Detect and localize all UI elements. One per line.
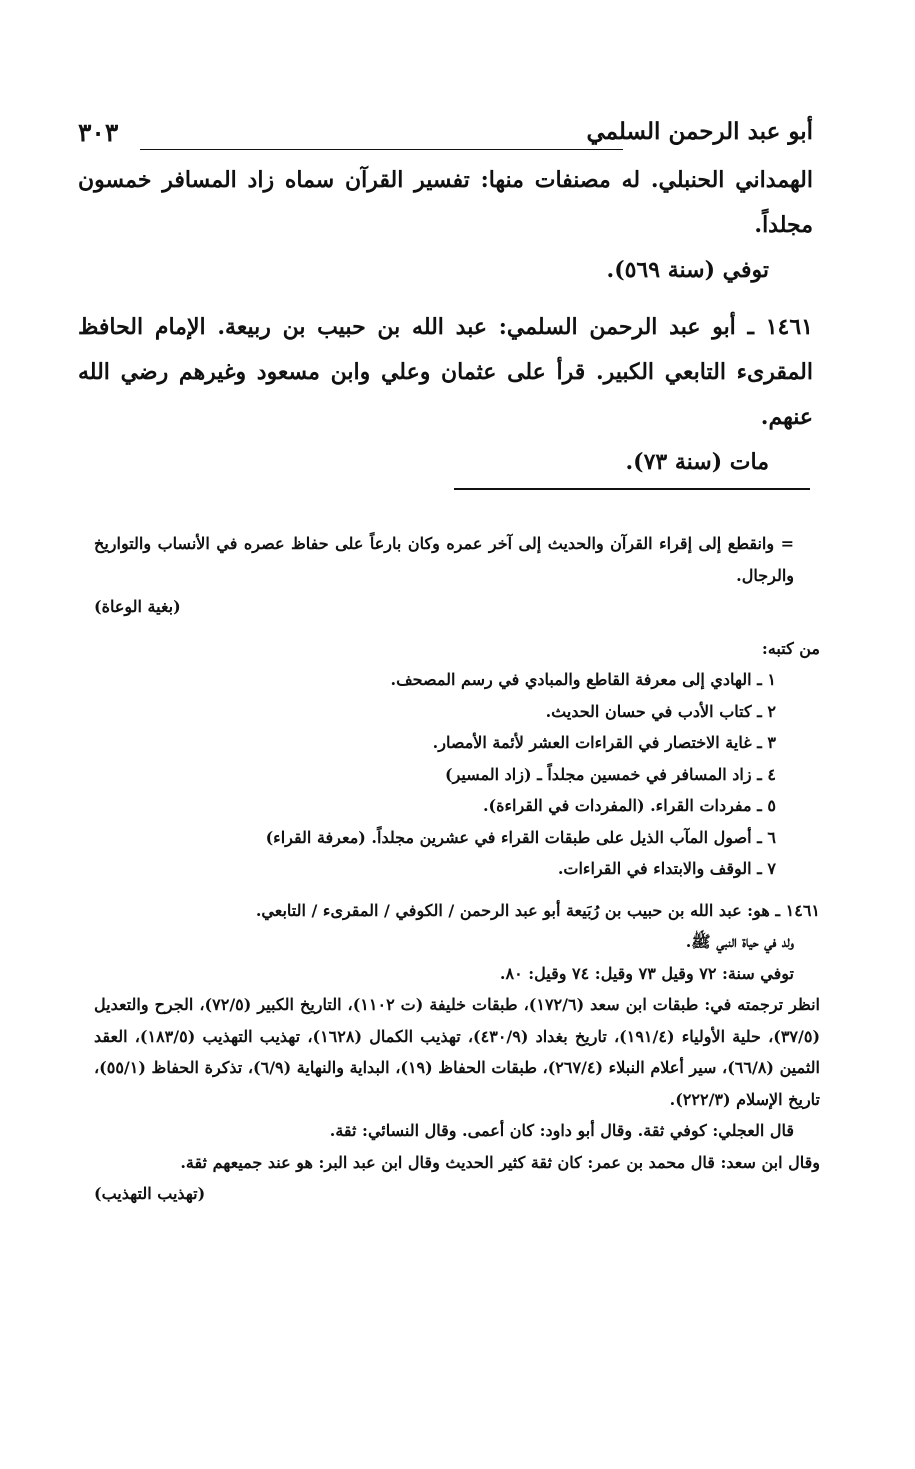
list-item: ٣ ـ غاية الاختصار في القراءات العشر لأئمة الأمصار. xyxy=(432,733,776,752)
running-header xyxy=(78,118,813,158)
list-item: ٧ ـ الوقف والابتداء في القراءات. xyxy=(557,859,776,878)
list-item: ٢ ـ كتاب الأدب في حسان الحديث. xyxy=(545,701,776,721)
footnotes xyxy=(94,528,820,1210)
quote-line: قال العجلي: كوفي ثقة. وقال أبو داود: كان أعمى. وقال النسائي: ثقة. xyxy=(329,1121,794,1140)
paragraph: الهمداني الحنبلي. له مصنفات منها: تفسير القرآن سماه زاد المسافر خمسون مجلداً. xyxy=(78,167,813,238)
source-reference: (بغية الوعاة) xyxy=(94,597,181,616)
biography-entry xyxy=(78,305,813,440)
entry-heading: ١٤٦١ ـ أبو عبد الرحمن السلمي: xyxy=(498,314,813,340)
list-item: ٦ ـ أصول المآب الذيل على طبقات القراء في عشرين مجلداً. (معرفة القراء) xyxy=(265,827,776,847)
page-number: ٣٠٣ xyxy=(78,118,119,147)
running-title: أبو عبد الرحمن السلمي xyxy=(586,118,813,145)
sources-paragraph: انظر ترجمته في: طبقات ابن سعد (١٧٢/٦)، طبقات خليفة (ت ١١٠٢)، التاريخ الكبير (٧٢/٥)، الجرح والتعديل (٣٧/٥)، حلية الأولياء (١٩١/٤)، تاريخ بغداد (٤٣٠/٩)، تهذيب الكمال (١٦٢٨)، تهذيب التهذيب (١٨٣/٥)، العقد الثمين (٦٦/٨)، سير أعلام النبلاء (٢٦٧/٤)، طبقات الحفاظ (١٩)، البداية والنهاية (٦/٩)، تذكرة الحفاظ (٥٥/١)، تاريخ الإسلام (٢٢٢/٣). xyxy=(94,995,821,1109)
death-line: توفي سنة: ٧٢ وقيل ٧٣ وقيل: ٧٤ وقيل: ٨٠. xyxy=(499,963,794,983)
list-item: ١ ـ الهادي إلى معرفة القاطع والمبادي في رسم المصحف. xyxy=(390,670,776,689)
header-rule xyxy=(140,149,623,150)
footnote-1461: ١٤٦١ ـ هو: عبد الله بن حبيب بن رُبَيعة أبو عبد الرحمن / الكوفي / المقرىء / التابعي. xyxy=(255,900,820,920)
list-item: ٤ ـ زاد المسافر في خمسين مجلداً ـ (زاد المسير) xyxy=(445,764,776,784)
birth-line: ولد في حياة النبي ﷺ. xyxy=(685,932,794,951)
source-reference: (تهذيب التهذيب) xyxy=(94,1184,206,1203)
entry-text: عبد الله بن حبيب بن ربيعة. الإمام الحافظ المقرىء التابعي الكبير. قرأ على عثمان وعلي وابن مسعود وغيرهم رضي الله عنهم. xyxy=(78,314,813,430)
list-item: ٥ ـ مفردات القراء. (المفردات في القراءة). xyxy=(482,796,776,815)
footnote-continuation: = وانقطع إلى إقراء القرآن والحديث إلى آخر عمره وكان بارعاً على حفاظ عصره في الأنساب والتواريخ والرجال. xyxy=(94,534,794,585)
main-text xyxy=(78,158,813,485)
quote-line: وقال ابن سعد: قال محمد بن عمر: كان ثقة كثير الحديث وقال ابن عبد البر: هو عند جميعهم ثقة. xyxy=(180,1152,820,1172)
footnote-divider xyxy=(454,488,810,490)
death-line: توفي (سنة ٥٦٩). xyxy=(606,257,769,283)
death-line: مات (سنة ٧٣). xyxy=(625,449,769,475)
books-list xyxy=(94,664,820,885)
books-title: من كتبه: xyxy=(761,638,820,658)
